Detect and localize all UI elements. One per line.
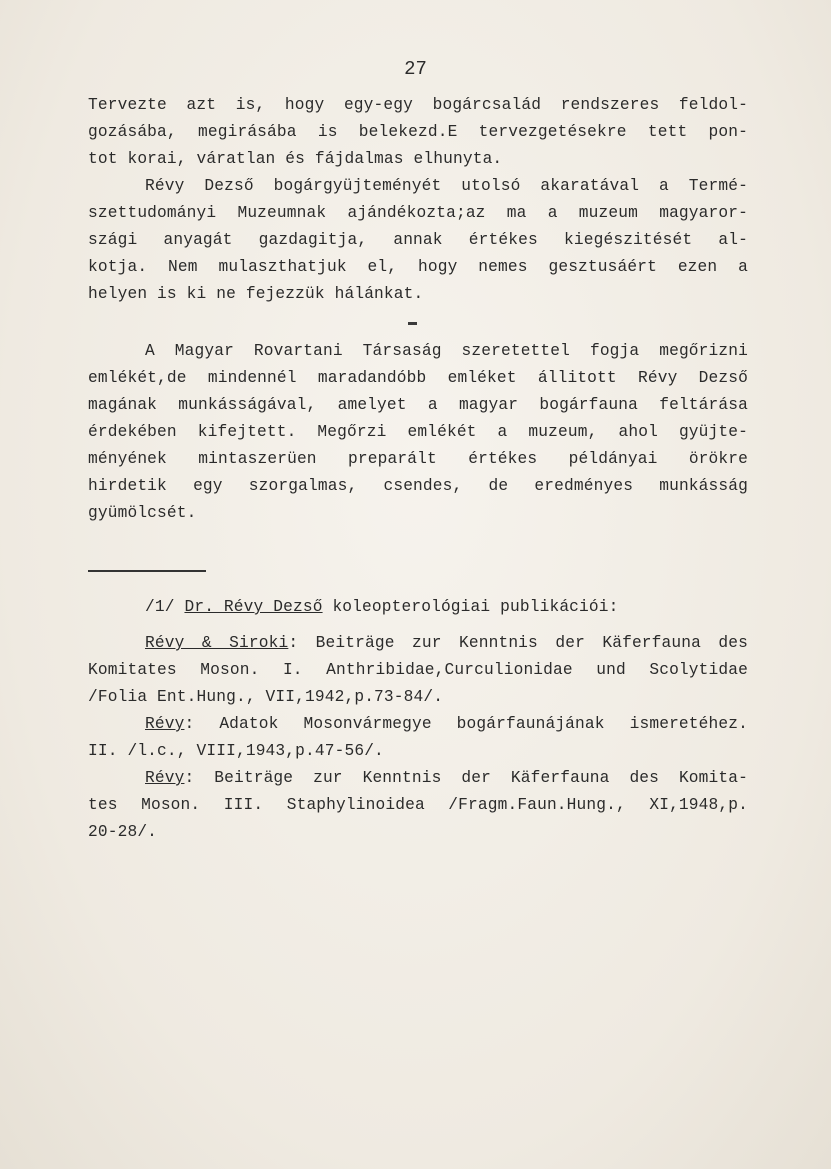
ref-2-author: Révy xyxy=(145,715,185,733)
ref-1-line-3: /Folia Ent.Hung., VII,1942,p.73-84/. xyxy=(88,688,444,706)
ref-3-author: Révy xyxy=(145,769,185,787)
para1-line-3: tot korai, váratlan és fájdalmas elhunyta. xyxy=(88,150,503,168)
para3-line-4: érdekében kifejtett. Megőrzi emlékét a muzeum, ahol gyüjte- xyxy=(88,423,748,441)
para2-line-1: Révy Dezső bogárgyüjteményét utolsó akaratával a Termé- xyxy=(145,177,748,195)
para3-line-1: A Magyar Rovartani Társaság szeretettel fogja megőrizni xyxy=(145,342,748,360)
ref-2-colon: : xyxy=(184,715,195,733)
ref-1-colon: : xyxy=(288,634,299,652)
para2-line-2: szettudományi Muzeumnak ajándékozta;az ma a muzeum magyaror- xyxy=(88,204,748,222)
ref-1-line-1 xyxy=(145,633,748,653)
ref-3-line-1 xyxy=(145,768,748,788)
ref-3-line-3: 20-28/. xyxy=(88,823,158,841)
ref-2-line-1 xyxy=(145,714,748,734)
page-number: 27 xyxy=(404,58,427,80)
ref-3-colon: : xyxy=(184,769,195,787)
para2-line-3: szági anyagát gazdagitja, annak értékes kiegészitését al- xyxy=(88,231,748,249)
para3-line-3: magának munkásságával, amelyet a magyar bogárfauna feltárása xyxy=(88,396,748,414)
ref-1-line-2: Komitates Moson. I. Anthribidae,Curculionidae und Scolytidae xyxy=(88,661,748,679)
footnote-heading xyxy=(145,597,805,617)
footnote-heading-rest: koleopterológiai publikációi: xyxy=(322,598,619,616)
para3-line-7: gyümölcsét. xyxy=(88,504,197,522)
para1-line-2: gozásába, megirásába is belekezd.E tervezgetésekre tett pon- xyxy=(88,123,748,141)
ref-2-first-rest: Adatok Mosonvármegye bogárfaunájának ismeretéhez. xyxy=(194,715,748,733)
para2-line-5: helyen is ki ne fejezzük hálánkat. xyxy=(88,285,424,303)
footnote-marker: /1/ xyxy=(145,598,175,616)
para3-line-6: hirdetik egy szorgalmas, csendes, de eredményes munkásság xyxy=(88,477,748,495)
section-dash xyxy=(408,322,417,325)
ref-1-first-rest: Beiträge zur Kenntnis der Käferfauna des xyxy=(298,634,749,652)
ref-1-author: Révy & Siroki xyxy=(145,634,289,652)
footnote-rule xyxy=(88,570,206,572)
para2-line-4: kotja. Nem mulaszthatjuk el, hogy nemes gesztusáért ezen a xyxy=(88,258,748,276)
para3-line-5: ményének mintaszerüen preparált értékes példányai örökre xyxy=(88,450,748,468)
para1-line-1: Tervezte azt is, hogy egy-egy bogárcsalád rendszeres feldol- xyxy=(88,96,748,114)
footnote-author: Dr. Révy Dezső xyxy=(184,598,323,616)
ref-3-line-2: tes Moson. III. Staphylinoidea /Fragm.Faun.Hung., XI,1948,p. xyxy=(88,796,748,814)
ref-2-line-2: II. /l.c., VIII,1943,p.47-56/. xyxy=(88,742,384,760)
ref-3-first-rest: Beiträge zur Kenntnis der Käferfauna des Komita- xyxy=(194,769,748,787)
para3-line-2: emlékét,de mindennél maradandóbb emléket állitott Révy Dezső xyxy=(88,369,748,387)
